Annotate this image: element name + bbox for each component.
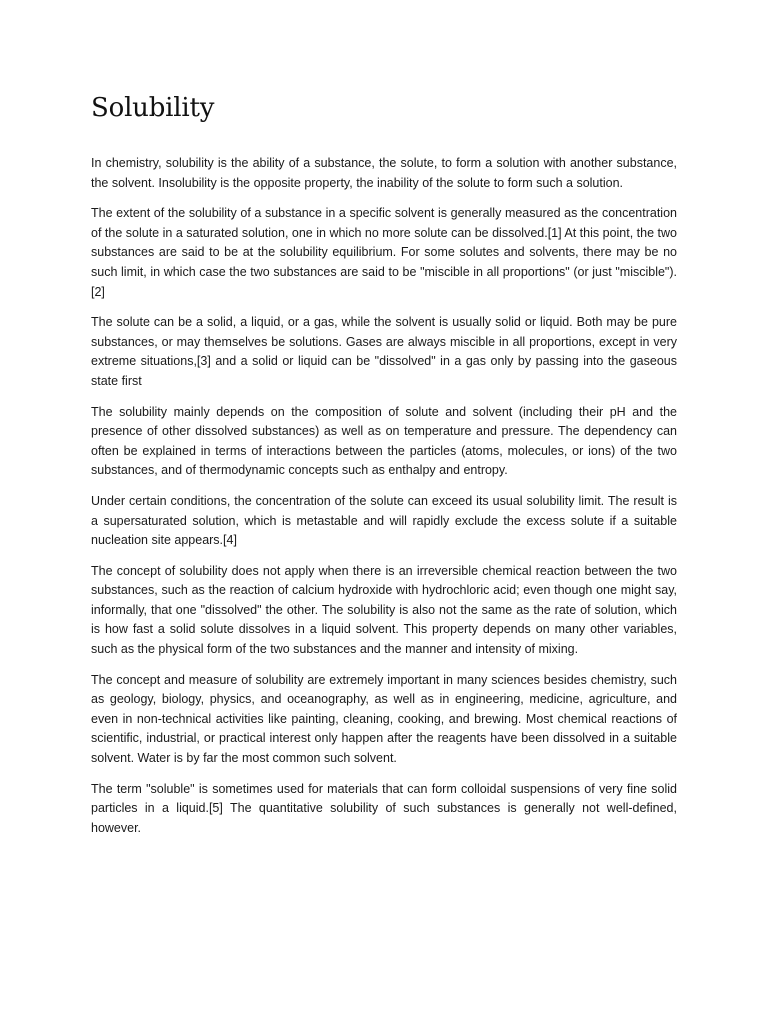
paragraph: The concept and measure of solubility are extremely important in many sciences besides chemistry, such as geology, biology, physics, and oceanography, as well as in engineering, medicine, agriculture, and even in non-technical activities like painting, cleaning, cooking, and brewing. Most chemical reactions of scientific, industrial, or practical interest only happen after the reagents have been dissolved in a suitable solvent. Water is by far the most common such solvent. [91,672,677,766]
document-title: Solubility [91,93,215,123]
paragraph: The extent of the solubility of a substance in a specific solvent is generally measured as the concentration of the solute in a saturated solution, one in which no more solute can be dissolved.[1] At this point, the two substances are said to be at the solubility equilibrium. For some solutes and solvents, there may be no such limit, in which case the two substances are said to be "miscible in all proportions" (or just "miscible").[2] [91,206,677,299]
document-body [91,154,677,849]
paragraph: The concept of solubility does not apply when there is an irreversible chemical reaction between the two substances, such as the reaction of calcium hydroxide with hydrochloric acid; even though one might say, informally, that one "dissolved" the other. The solubility is also not the same as the rate of solution, which is how fast a solid solute dissolves in a liquid solvent. This property depends on many other variables, such as the physical form of the two substances and the manner and intensity of mixing. [91,563,677,657]
paragraph: The solubility mainly depends on the composition of solute and solvent (including their pH and the presence of other dissolved substances) as well as on temperature and pressure. The dependency can often be explained in terms of interactions between the particles (atoms, molecules, or ions) of the two substances, and of thermodynamic concepts such as enthalpy and entropy. [91,404,677,478]
paragraph: Under certain conditions, the concentration of the solute can exceed its usual solubility limit. The result is a supersaturated solution, which is metastable and will rapidly exclude the excess solute if a suitable nucleation site appears.[4] [91,493,677,548]
paragraph: In chemistry, solubility is the ability of a substance, the solute, to form a solution with another substance, the solvent. Insolubility is the opposite property, the inability of the solute to form such a solution. [91,156,677,190]
paragraph: The term "soluble" is sometimes used for materials that can form colloidal suspensions of very fine solid particles in a liquid.[5] The quantitative solubility of such substances is generally not well-defined, however. [91,781,677,835]
paragraph: The solute can be a solid, a liquid, or a gas, while the solvent is usually solid or liquid. Both may be pure substances, or may themselves be solutions. Gases are always miscible in all proportions, except in very extreme situations,[3] and a solid or liquid can be "dissolved" in a gas only by passing into the gaseous state first [91,315,677,388]
